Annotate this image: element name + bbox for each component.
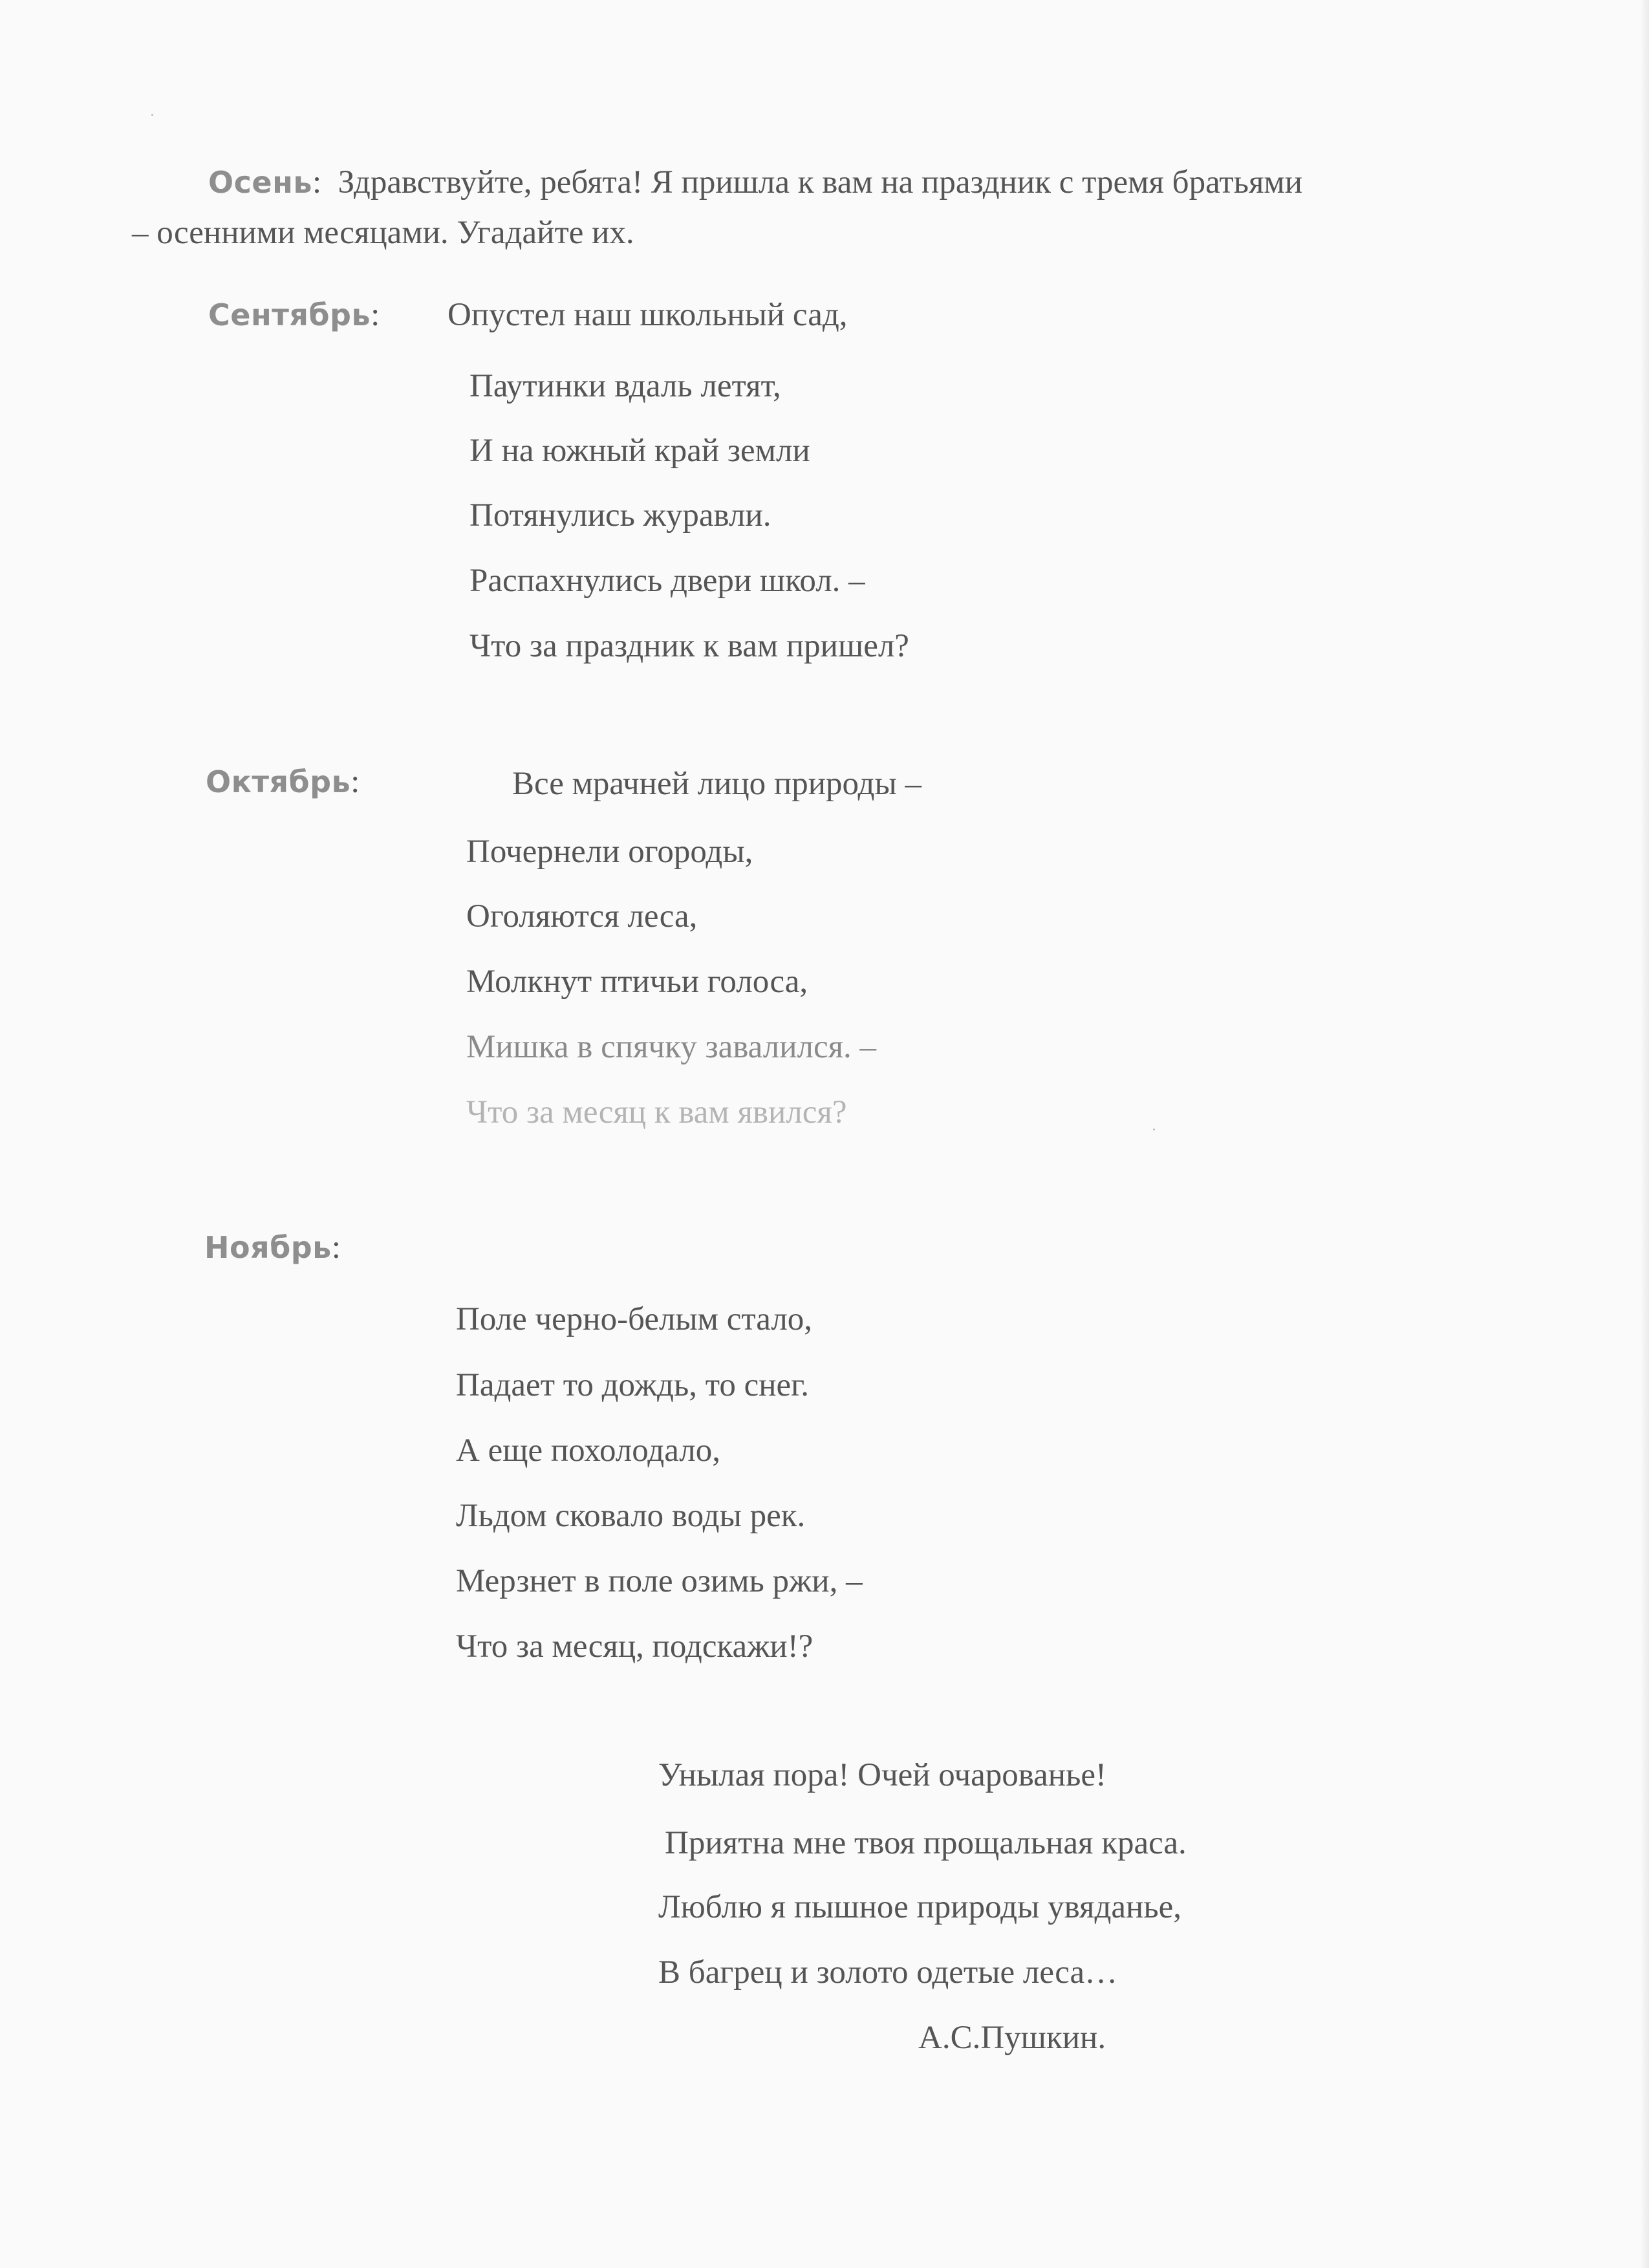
epigraph-line: Унылая пора! Очей очарованье! xyxy=(658,1757,1106,1793)
verse-line: Распахнулись двери школ. – xyxy=(469,563,865,599)
epigraph-line: Приятна мне твоя прощальная краса. xyxy=(665,1825,1187,1861)
scan-speck xyxy=(1153,1129,1155,1130)
verse-line: Паутинки вдаль летят, xyxy=(469,368,781,404)
intro-line-2 xyxy=(132,212,634,254)
verse-line: А еще похолодало, xyxy=(456,1432,720,1469)
speaker-september-line xyxy=(208,294,380,336)
verse-line: Падает то дождь, то снег. xyxy=(456,1367,810,1403)
page-edge-shadow xyxy=(1640,0,1649,2268)
epigraph-line: В багрец и золото одетые леса… xyxy=(658,1954,1118,1991)
verse-line: Что за праздник к вам пришел? xyxy=(469,628,909,664)
intro-text-2: – осенними месяцами. Угадайте их. xyxy=(132,215,634,251)
verse-line: Льдом сковало воды рек. xyxy=(456,1498,806,1534)
speaker-autumn: Осень xyxy=(208,165,312,200)
verse-line: Мишка в спячку завалился. – xyxy=(466,1029,877,1065)
speaker-colon: : xyxy=(371,297,380,333)
intro-text-1: Здравствуйте, ребята! Я пришла к вам на праздник с тремя братьями xyxy=(338,164,1303,200)
speaker-colon: : xyxy=(350,764,360,800)
verse-line: Поле черно-белым стало, xyxy=(456,1301,813,1337)
intro-line-1 xyxy=(208,162,1302,203)
epigraph-author: А.С.Пушкин. xyxy=(918,2020,1106,2056)
speaker-colon: : xyxy=(312,164,322,200)
speaker-november-line xyxy=(204,1227,341,1268)
verse-line: И на южный край земли xyxy=(469,433,810,469)
verse-line: Оголяются леса, xyxy=(466,898,698,934)
speaker-colon: : xyxy=(331,1229,341,1266)
verse-line: Что за месяц, подскажи!? xyxy=(456,1628,814,1665)
speaker-september: Сентябрь xyxy=(208,297,371,332)
speaker-november: Ноябрь xyxy=(204,1230,332,1265)
epigraph-line: Люблю я пышное природы увяданье, xyxy=(658,1889,1181,1925)
verse-line: Все мрачней лицо природы – xyxy=(512,766,922,802)
verse-line: Почернели огороды, xyxy=(466,834,753,870)
verse-line: Мерзнет в поле озимь ржи, – xyxy=(456,1563,863,1599)
verse-line: Молкнут птичьи голоса, xyxy=(466,964,808,1000)
speaker-october-line xyxy=(206,761,360,803)
verse-line: Потянулись журавли. xyxy=(469,497,771,534)
scan-speck xyxy=(151,114,153,116)
verse-line: Что за месяц к вам явился? xyxy=(466,1094,847,1130)
verse-line: Опустел наш школьный сад, xyxy=(447,297,848,333)
speaker-october: Октябрь xyxy=(206,764,351,799)
